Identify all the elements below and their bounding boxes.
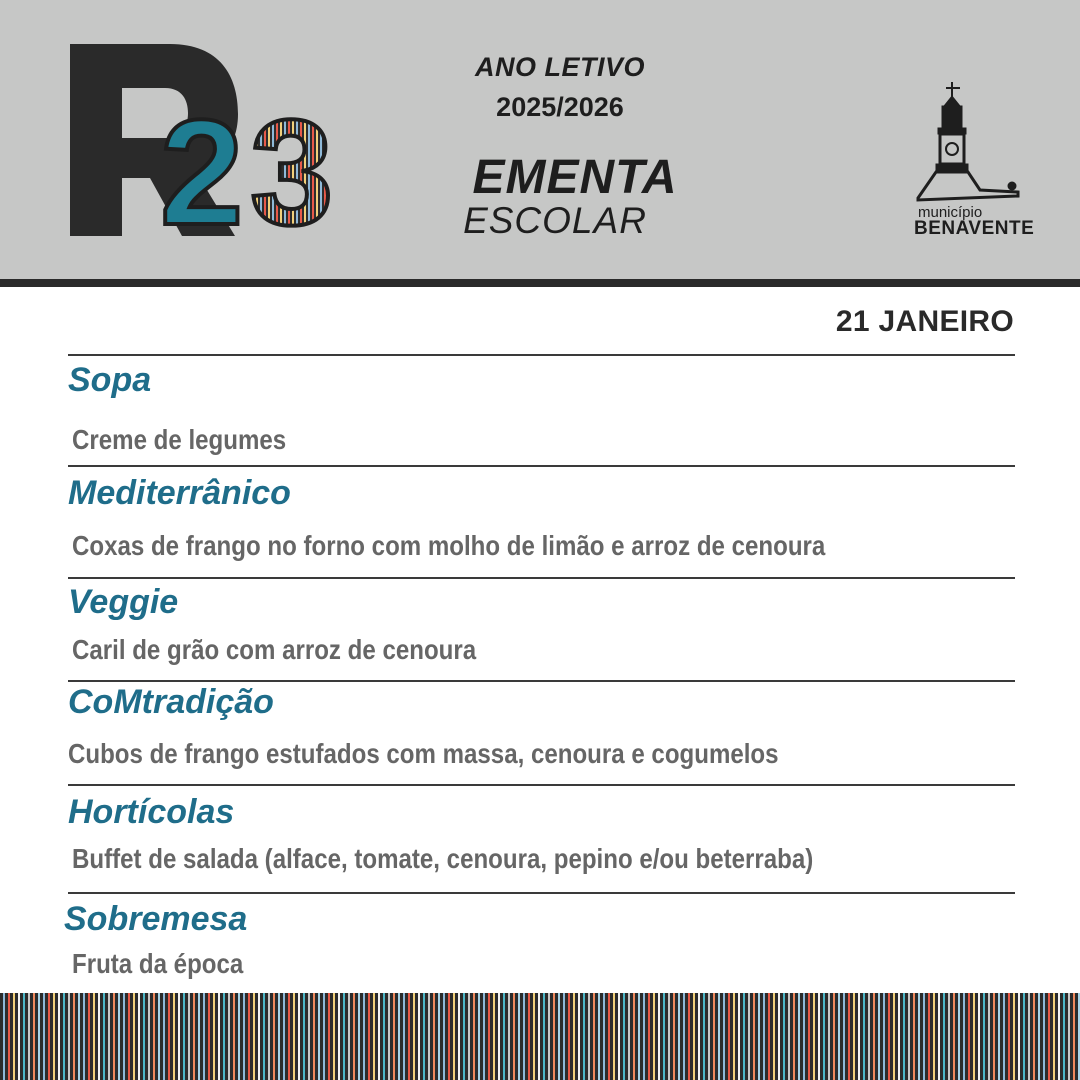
dish-mediterranico: Coxas de frango no forno com molho de limão e arroz de cenoura	[72, 530, 826, 561]
divider	[68, 680, 1015, 682]
category-mediterranico: Mediterrânico	[68, 474, 291, 512]
dish-horticolas: Buffet de salada (alface, tomate, cenoura, pepino e/ou beterraba)	[72, 843, 814, 874]
category-sopa: Sopa	[68, 361, 152, 399]
decorative-stripe-footer	[0, 993, 1080, 1080]
dish-veggie: Caril de grão com arroz de cenoura	[72, 634, 477, 665]
school-year-value: 2025/2026	[496, 92, 624, 122]
menu-date: 21 JANEIRO	[835, 305, 1014, 338]
dish-sobremesa: Fruta da época	[72, 948, 244, 979]
svg-text:3: 3	[250, 88, 334, 246]
school-year-label: ANO LETIVO	[474, 52, 645, 82]
header-divider	[0, 279, 1080, 287]
category-horticolas: Hortícolas	[68, 793, 235, 831]
category-veggie: Veggie	[68, 583, 179, 621]
divider	[68, 784, 1015, 786]
r23-logo	[60, 36, 360, 246]
municipality-name: BENAVENTE	[914, 218, 1035, 239]
clock-tower-icon	[908, 80, 1038, 205]
divider	[68, 465, 1015, 467]
svg-text:2: 2	[160, 88, 244, 246]
r23-logo-graphic	[60, 36, 360, 246]
divider	[68, 892, 1015, 894]
dish-sopa: Creme de legumes	[72, 424, 287, 455]
title-escolar: ESCOLAR	[463, 200, 647, 241]
category-sobremesa: Sobremesa	[64, 900, 248, 938]
divider	[68, 577, 1015, 579]
divider	[68, 354, 1015, 356]
municipality-small-label: município	[918, 204, 983, 221]
title-ementa: EMENTA	[472, 151, 678, 204]
category-comtradicao: CoMtradição	[68, 683, 274, 721]
dish-comtradicao: Cubos de frango estufados com massa, cenoura e cogumelos	[68, 738, 779, 769]
